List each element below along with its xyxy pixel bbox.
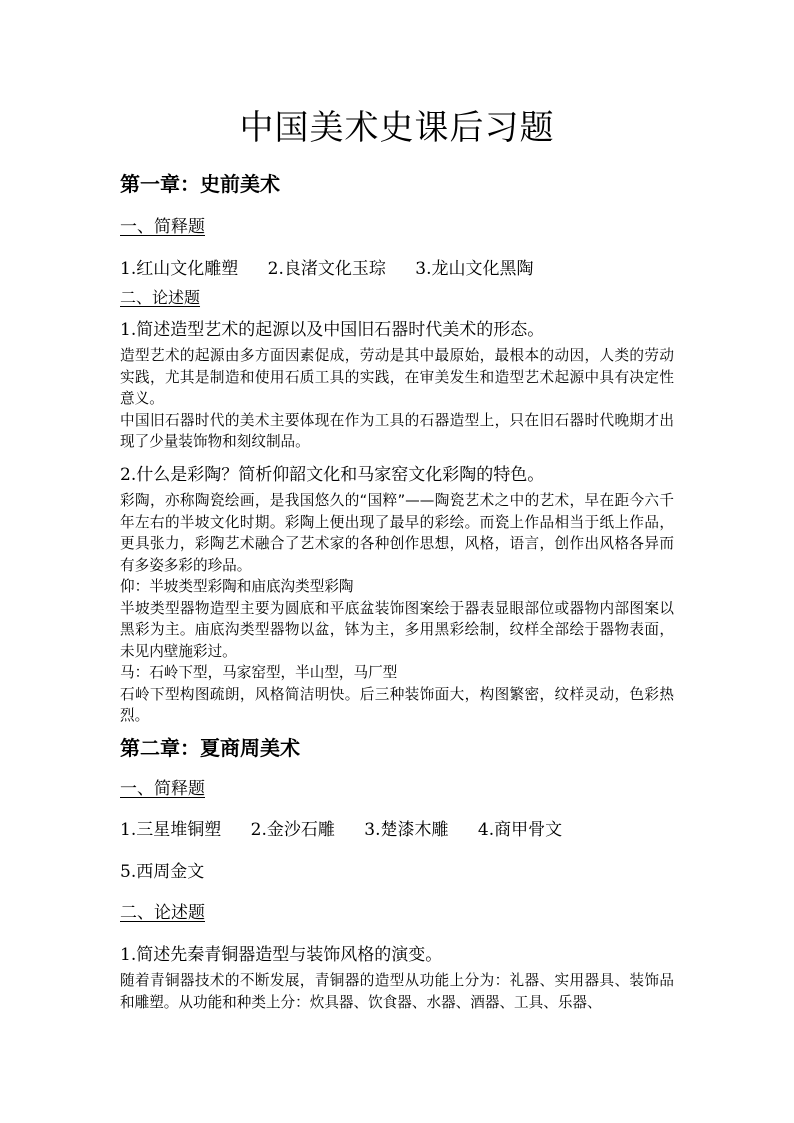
answer-paragraph: 彩陶，亦称陶瓷绘画，是我国悠久的“国粹”——陶瓷艺术之中的艺术，早在距今六千年左右的半坡文化时期。彩陶上便出现了最早的彩绘。而瓷上作品相当于纸上作品，更具张力，彩陶艺术融合了艺术家的各种创作思想，风格，语言，创作出风格各异而有多姿多彩的珍品。 bbox=[120, 492, 674, 574]
chapter2-terms bbox=[120, 815, 586, 840]
term-item: 1.三星堆铜塑 bbox=[120, 820, 222, 840]
answer-paragraph: 随着青铜器技术的不断发展，青铜器的造型从功能上分为：礼器、实用器具、装饰品和雕塑。从功能和种类上分：炊具器、饮食器、水器、酒器、工具、乐器、 bbox=[120, 972, 674, 1011]
term-item: 3.龙山文化黑陶 bbox=[415, 259, 534, 279]
chapter1-answer1 bbox=[120, 345, 674, 453]
answer-paragraph: 石岭下型构图疏朗，风格简洁明快。后三种装饰面大，构图繁密，纹样灵动，色彩热烈。 bbox=[120, 685, 674, 724]
document-title: 中国美术史课后习题 bbox=[239, 108, 555, 148]
answer-paragraph: 造型艺术的起源由多方面因素促成，劳动是其中最原始，最根本的动因，人类的劳动实践，尤其是制造和使用石质工具的实践，在审美发生和造型艺术起源中具有决定性意义。 bbox=[120, 347, 674, 407]
term-item: 2.金沙石雕 bbox=[250, 820, 335, 840]
chapter2-section1-heading: 一、简释题 bbox=[120, 779, 205, 799]
answer-paragraph: 中国旧石器时代的美术主要体现在作为工具的石器造型上，只在旧石器时代晚期才出现了少量装饰物和刻纹制品。 bbox=[120, 411, 674, 450]
chapter1-answer2 bbox=[120, 490, 674, 727]
answer-paragraph: 马：石岭下型，马家窑型，半山型，马厂型 bbox=[120, 664, 398, 681]
chapter1-heading: 第一章：史前美术 bbox=[120, 172, 280, 196]
term-item: 1.红山文化雕塑 bbox=[120, 259, 239, 279]
answer-paragraph: 仰：半坡类型彩陶和庙底沟类型彩陶 bbox=[120, 578, 354, 595]
chapter1-question1: 1.简述造型艺术的起源以及中国旧石器时代美术的形态。 bbox=[120, 320, 545, 340]
chapter2-answer1 bbox=[120, 970, 674, 1013]
term-item: 4.商甲骨文 bbox=[477, 820, 563, 840]
chapter1-section1-heading: 一、简释题 bbox=[120, 217, 205, 237]
chapter2-question1: 1.简述先秦青铜器造型与装饰风格的演变。 bbox=[120, 945, 443, 965]
chapter2-section2-heading: 二、论述题 bbox=[120, 903, 205, 923]
chapter2-heading: 第二章：夏商周美术 bbox=[120, 736, 300, 760]
chapter1-question2: 2.什么是彩陶？简析仰韶文化和马家窑文化彩陶的特色。 bbox=[120, 465, 545, 485]
chapter1-section2-heading: 二、论述题 bbox=[120, 288, 201, 307]
term-item: 2.良渚文化玉琮 bbox=[267, 259, 386, 279]
answer-paragraph: 半坡类型器物造型主要为圆底和平底盆装饰图案绘于器表显眼部位或器物内部图案以黑彩为主。庙底沟类型器物以盆，钵为主，多用黑彩绘制，纹样全部绘于器物表面，未见内壁施彩过。 bbox=[120, 599, 674, 660]
chapter2-terms-line2: 5.西周金文 bbox=[120, 862, 205, 882]
term-item: 3.楚漆木雕 bbox=[364, 820, 449, 840]
chapter1-terms bbox=[120, 254, 558, 279]
